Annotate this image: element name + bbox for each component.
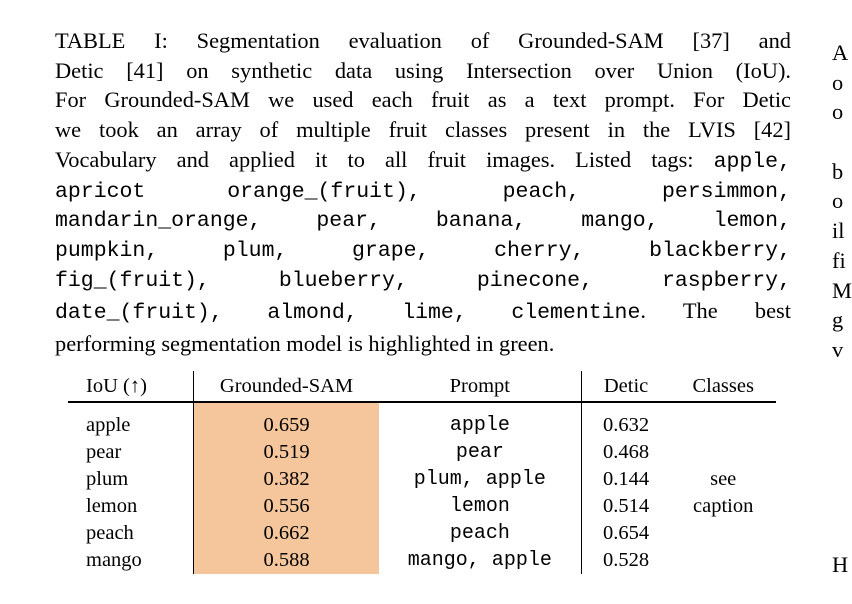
classes-cell (670, 547, 776, 574)
prompt-cell: plum, apple (379, 466, 581, 493)
classes-cell (670, 439, 776, 466)
caption-line: we took an array of multiple fruit classes present in the LVIS [42] (55, 117, 791, 143)
detic-score: 0.514 (603, 495, 650, 517)
caption-tags: date_(fruit), almond, lime, clementine (55, 301, 641, 326)
caption-line: Detic [41] on synthetic data using Intersection over Union (IoU). (55, 57, 791, 83)
detic-score: 0.632 (603, 414, 650, 436)
header-prompt: Prompt (379, 371, 581, 402)
side-letter: M (832, 277, 852, 303)
detic-score: 0.144 (603, 468, 650, 490)
header-classes: Classes (670, 371, 776, 402)
grounded-sam-score: 0.662 (194, 520, 379, 547)
grounded-sam-score: 0.659 (194, 402, 379, 439)
caption-line (55, 296, 791, 329)
caption-text: . The best (640, 298, 791, 324)
caption-line: performing segmentation model is highlighted in green. (55, 331, 555, 357)
prompt-cell: pear (379, 439, 581, 466)
classes-caption: caption (693, 495, 754, 517)
adjacent-column-fragment (832, 38, 852, 365)
side-letter: fi (832, 247, 846, 273)
table-row (68, 547, 776, 574)
table-caption (55, 26, 791, 359)
prompt-cell: peach (379, 520, 581, 547)
header-detic: Detic (581, 371, 670, 402)
grounded-sam-score: 0.556 (194, 493, 379, 520)
fruit-cell: apple (68, 402, 194, 439)
table-row (68, 466, 776, 493)
caption-line (55, 145, 791, 178)
classes-cell (670, 402, 776, 439)
caption-tags-line: apricot orange_(fruit), peach, persimmon, (55, 179, 791, 204)
table-row (68, 439, 776, 466)
table-header-row (68, 371, 776, 402)
header-grounded-sam: Grounded-SAM (194, 371, 379, 402)
classes-see: see (710, 468, 737, 490)
caption-tag: apple, (713, 149, 791, 174)
side-letter: g (832, 307, 844, 333)
grounded-sam-score: 0.588 (194, 547, 379, 574)
classes-cell (670, 520, 776, 547)
table-row (68, 493, 776, 520)
side-letter: o (832, 188, 844, 214)
side-letter: il (832, 218, 845, 244)
prompt-cell: apple (379, 402, 581, 439)
fruit-cell: mango (68, 547, 194, 574)
caption-text: Vocabulary and applied it to all fruit images. Listed tags: (55, 146, 714, 172)
caption-tags-line: fig_(fruit), blueberry, pinecone, raspberry, (55, 268, 791, 293)
header-iou: IoU (↑) (68, 371, 194, 402)
fruit-cell: plum (68, 466, 194, 493)
detic-score: 0.468 (603, 441, 650, 463)
detic-score: 0.654 (603, 522, 650, 544)
results-table (68, 371, 776, 574)
fruit-cell: pear (68, 439, 194, 466)
side-letter: A (832, 40, 849, 65)
caption-line: TABLE I: Segmentation evaluation of Grounded-SAM [37] and (55, 28, 791, 53)
caption-line: For Grounded-SAM we used each fruit as a text prompt. For Detic (55, 87, 791, 113)
side-bottom-letter: H (832, 552, 849, 577)
grounded-sam-score: 0.382 (194, 466, 379, 493)
fruit-cell: lemon (68, 493, 194, 520)
grounded-sam-score: 0.519 (194, 439, 379, 466)
table-row (68, 402, 776, 439)
detic-score: 0.528 (603, 549, 650, 571)
side-letter: o (832, 99, 844, 125)
side-letter: b (832, 158, 844, 184)
side-letter: o (832, 69, 844, 95)
table-row (68, 520, 776, 547)
side-letter (832, 127, 852, 157)
caption-tags-line: mandarin_orange, pear, banana, mango, lemon, (55, 209, 791, 234)
prompt-cell: lemon (379, 493, 581, 520)
prompt-cell: mango, apple (379, 547, 581, 574)
side-letter: v (832, 336, 844, 362)
fruit-cell: peach (68, 520, 194, 547)
caption-tags-line: pumpkin, plum, grape, cherry, blackberry, (55, 238, 791, 263)
